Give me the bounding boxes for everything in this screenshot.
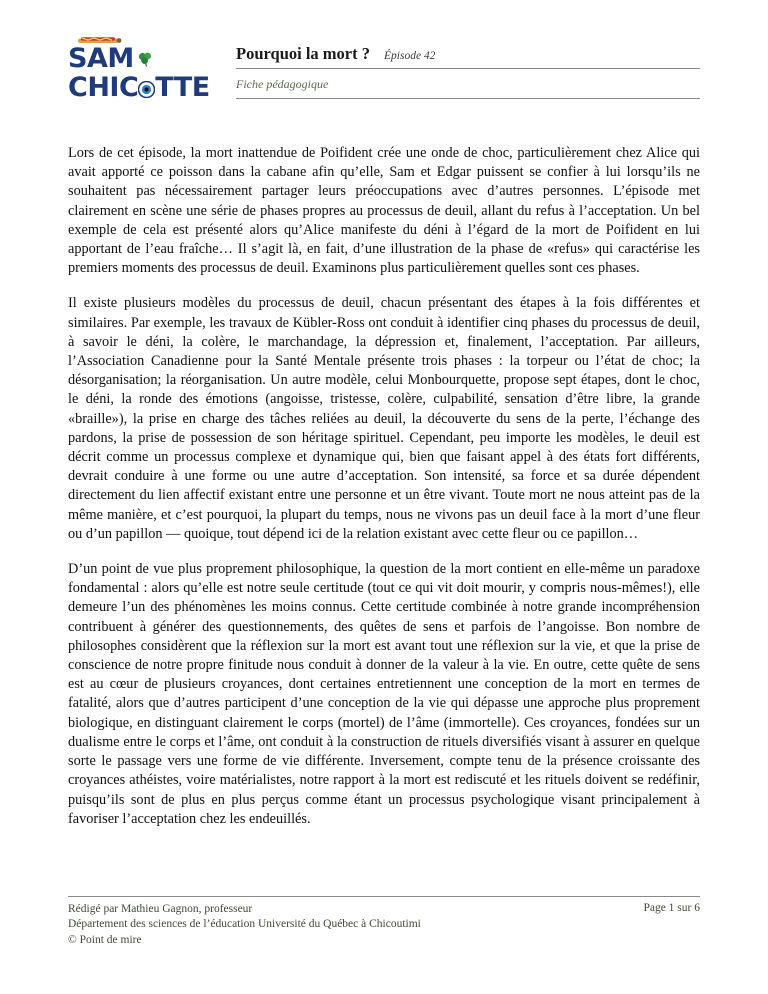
title-line: [236, 44, 700, 69]
document-header: [68, 44, 700, 118]
footer-credits: [68, 902, 421, 949]
page-number: Page 1 sur 6: [643, 901, 700, 914]
logo-text-chic: CHIC: [68, 72, 139, 103]
footer-author: Rédigé par Mathieu Gagnon, professeur: [68, 902, 253, 915]
header-title-block: [218, 44, 700, 99]
episode-label: Épisode 42: [384, 50, 436, 62]
logo-row-top: [68, 43, 218, 74]
hotdog-icon: [76, 33, 122, 45]
page-title: Pourquoi la mort ?: [236, 44, 370, 63]
document-footer: [68, 896, 700, 949]
body-paragraph: Lors de cet épisode, la mort inattendue de Poifident crée une onde de choc, particulièrement chez Alice qui avait apporté ce poisson dans la cabane afin qu’elle, Sam et Edgar puissent se confier à lui lorsqu’ils ne souhaitent pas nécessairement partager leurs préoccupations avec d’autres personnes. L’épisode met clairement en scène une série de phases propres au processus de deuil, allant du refus à l’acceptation. Un bel exemple de cela est présenté alors qu’Alice manifeste du déni à l’égard de la mort de Poifident en lui apportant de l’eau fraîche… Il s’agit là, en fait, d’une illustration de la phase de «refus» qui caractérise les premiers moments des processus de deuil. Examinons plus particulièrement quelles sont ces phases.: [68, 145, 700, 277]
clover-leaf-icon: [137, 51, 153, 67]
document-body: [68, 144, 700, 829]
logo-text-sam: SAM: [68, 43, 134, 74]
logo-text-tte: TTE: [155, 72, 210, 103]
body-paragraph: Il existe plusieurs modèles du processus de deuil, chacun présentant des étapes à la fois différentes et similaires. Par exemple, les travaux de Kübler-Ross ont conduit à identifier cinq phases du processus de deuil, à savoir le déni, la colère, le marchandage, la dépression et, finalement, l’acceptation. Par ailleurs, l’Association Canadienne pour la Santé Mentale présente trois phases : la torpeur ou l’état de choc; la désorganisation; la réorganisation. Un autre modèle, celui Monbourquette, propose sept étapes, dont le choc, le déni, la ronde des émotions (angoisse, tristesse, colère, culpabilité, sensation d’être libre, la grande «braille»), la prise en charge des tâches reliées au deuil, la découverte du sens de la perte, l’échange des pardons, la prise de possession de son héritage spirituel. Cependant, peu importe les modèles, le deuil est décrit comme un processus complexe et dynamique qui, bien que faisant appel à des états fort différents, devrait conduire à une forme ou une autre d’acceptation. Son intensité, sa force et sa durée dépendent directement du lien affectif existant entre une personne et un être vivant. Toute mort ne nous atteint pas de la même manière, et c’est pourquoi, la plupart du temps, nous ne vivons pas un deuil face à la mort d’une fleur ou d’un papillon — quoique, tout dépend ici de la relation existant avec cette fleur ou ce papillon…: [68, 295, 700, 542]
eye-icon: [138, 77, 155, 94]
body-paragraph: D’un point de vue plus proprement philosophique, la question de la mort contient en elle-même un paradoxe fondamental : alors qu’elle est notre seule certitude (tout ce qui vit doit mourir, y compris nous-mêmes!), elle demeure l’un des phénomènes les moins connus. Cette certitude combinée à notre grande incompréhension contribuent à générer des questionnements, des quêtes de sens et parfois de l’angoisse. Bon nombre de philosophes considèrent que la réflexion sur la mort est avant tout une réflexion sur la vie, et que la prise de conscience de notre propre finitude nous conduit à donner de la valeur à la vie. En outre, cette quête de sens est au cœur de plusieurs croyances, dont certaines entretiennent une conception de la mort en termes de fatalité, alors que d’autres participent d’une conception de la vie qui dépasse une approche plus proprement biologique, en distinguant clairement le corps (mortel) de l’âme (immortelle). Ces croyances, fondées sur un dualisme entre le corps et l’âme, ont conduit à la construction de rituels diversifiés visant à assurer en quelque sorte le passage vers une forme de vie différente. Inversement, compte tenu de la présence croissante des croyances athéistes, voire matérialistes, notre rapport à la mort est rediscuté et les rituels doivent se redéfinir, puisqu’ils sont de plus en plus perçus comme étant un processus psychologique visant principalement à favoriser l’acceptation chez les endeuillés.: [68, 561, 700, 827]
footer-copyright: © Point de mire: [68, 933, 142, 946]
logo-row-bottom: [68, 72, 218, 103]
document-subtitle: Fiche pédagogique: [236, 77, 329, 91]
brand-logo: [68, 44, 218, 101]
subtitle-line: [236, 69, 700, 99]
footer-department: Département des sciences de l’éducation Université du Québec à Chicoutimi: [68, 918, 421, 930]
